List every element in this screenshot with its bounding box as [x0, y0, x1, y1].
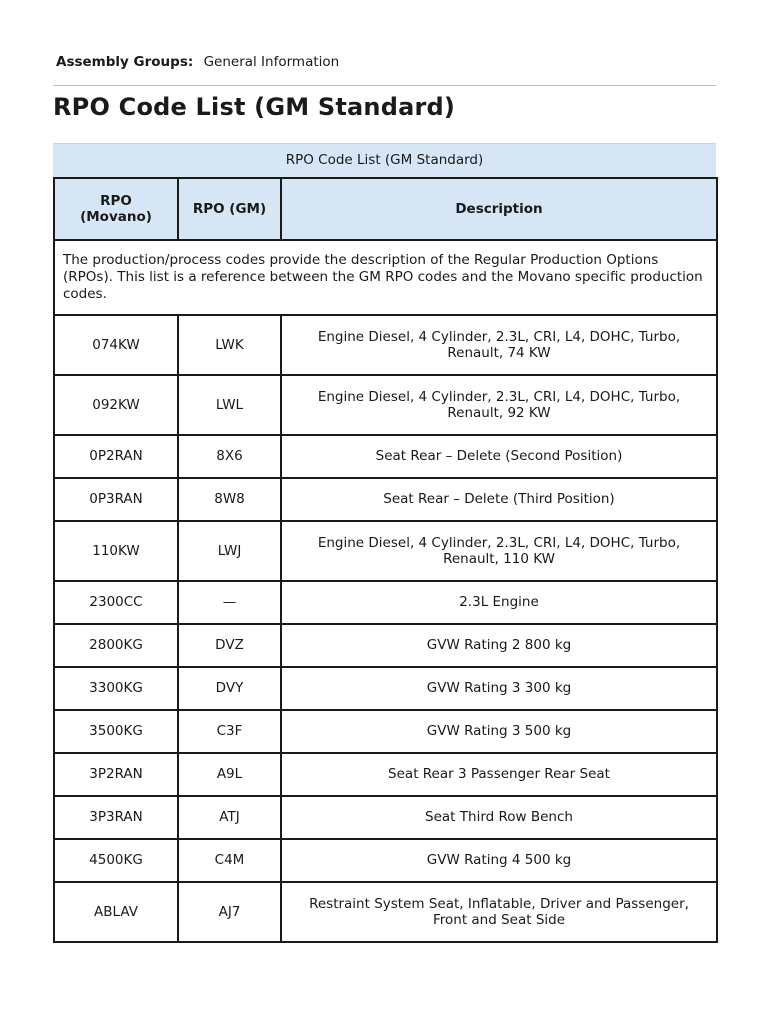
- rpo-gm-cell: LWL: [178, 375, 281, 435]
- column-header-rpo-movano: RPO (Movano): [54, 178, 178, 240]
- rpo-gm-cell: ATJ: [178, 796, 281, 839]
- rpo-movano-cell: 3500KG: [54, 710, 178, 753]
- rpo-gm-cell: 8X6: [178, 435, 281, 478]
- rpo-movano-cell: 0P3RAN: [54, 478, 178, 521]
- rpo-movano-cell: 3P2RAN: [54, 753, 178, 796]
- assembly-groups-label: Assembly Groups:: [56, 54, 194, 70]
- rpo-movano-cell: 3P3RAN: [54, 796, 178, 839]
- column-header-rpo-gm: RPO (GM): [178, 178, 281, 240]
- description-cell: 2.3L Engine: [281, 581, 717, 624]
- table-row: [54, 375, 717, 435]
- rpo-gm-cell: A9L: [178, 753, 281, 796]
- description-cell: GVW Rating 4 500 kg: [281, 839, 717, 882]
- assembly-groups: [56, 54, 339, 70]
- table-header-row: [54, 178, 717, 240]
- rpo-gm-cell: C3F: [178, 710, 281, 753]
- rpo-gm-cell: —: [178, 581, 281, 624]
- description-cell: Seat Rear 3 Passenger Rear Seat: [281, 753, 717, 796]
- description-cell: Restraint System Seat, Inflatable, Driver and Passenger, Front and Seat Side: [281, 882, 717, 942]
- table-row: [54, 753, 717, 796]
- description-cell: Seat Third Row Bench: [281, 796, 717, 839]
- intro-row: [54, 240, 717, 315]
- table-row: [54, 667, 717, 710]
- table-row: [54, 882, 717, 942]
- rpo-gm-cell: LWK: [178, 315, 281, 375]
- description-cell: Seat Rear – Delete (Second Position): [281, 435, 717, 478]
- description-cell: GVW Rating 2 800 kg: [281, 624, 717, 667]
- page-title: RPO Code List (GM Standard): [53, 93, 456, 121]
- table-row: [54, 839, 717, 882]
- table-row: [54, 478, 717, 521]
- rpo-movano-cell: 2300CC: [54, 581, 178, 624]
- header-divider: [53, 85, 716, 86]
- rpo-movano-cell: 4500KG: [54, 839, 178, 882]
- table-row: [54, 796, 717, 839]
- description-cell: Seat Rear – Delete (Third Position): [281, 478, 717, 521]
- table-row: [54, 624, 717, 667]
- description-cell: GVW Rating 3 500 kg: [281, 710, 717, 753]
- description-cell: Engine Diesel, 4 Cylinder, 2.3L, CRI, L4, DOHC, Turbo, Renault, 110 KW: [281, 521, 717, 581]
- table-row: [54, 710, 717, 753]
- rpo-movano-cell: 110KW: [54, 521, 178, 581]
- assembly-groups-value: General Information: [203, 54, 340, 70]
- rpo-gm-cell: AJ7: [178, 882, 281, 942]
- rpo-movano-cell: 0P2RAN: [54, 435, 178, 478]
- description-cell: Engine Diesel, 4 Cylinder, 2.3L, CRI, L4, DOHC, Turbo, Renault, 92 KW: [281, 375, 717, 435]
- table-row: [54, 435, 717, 478]
- description-cell: Engine Diesel, 4 Cylinder, 2.3L, CRI, L4, DOHC, Turbo, Renault, 74 KW: [281, 315, 717, 375]
- rpo-movano-cell: 2800KG: [54, 624, 178, 667]
- table-row: [54, 521, 717, 581]
- table-row: [54, 581, 717, 624]
- rpo-movano-cell: ABLAV: [54, 882, 178, 942]
- rpo-table: [53, 177, 718, 943]
- rpo-gm-cell: DVZ: [178, 624, 281, 667]
- rpo-gm-cell: LWJ: [178, 521, 281, 581]
- rpo-gm-cell: 8W8: [178, 478, 281, 521]
- description-cell: GVW Rating 3 300 kg: [281, 667, 717, 710]
- intro-text: The production/process codes provide the description of the Regular Production Options (RPOs). This list is a reference between the GM RPO codes and the Movano specific production codes.: [54, 240, 717, 315]
- rpo-movano-cell: 074KW: [54, 315, 178, 375]
- rpo-gm-cell: DVY: [178, 667, 281, 710]
- table-row: [54, 315, 717, 375]
- rpo-movano-cell: 3300KG: [54, 667, 178, 710]
- column-header-description: Description: [281, 178, 717, 240]
- table-caption: RPO Code List (GM Standard): [53, 143, 716, 177]
- rpo-movano-cell: 092KW: [54, 375, 178, 435]
- rpo-gm-cell: C4M: [178, 839, 281, 882]
